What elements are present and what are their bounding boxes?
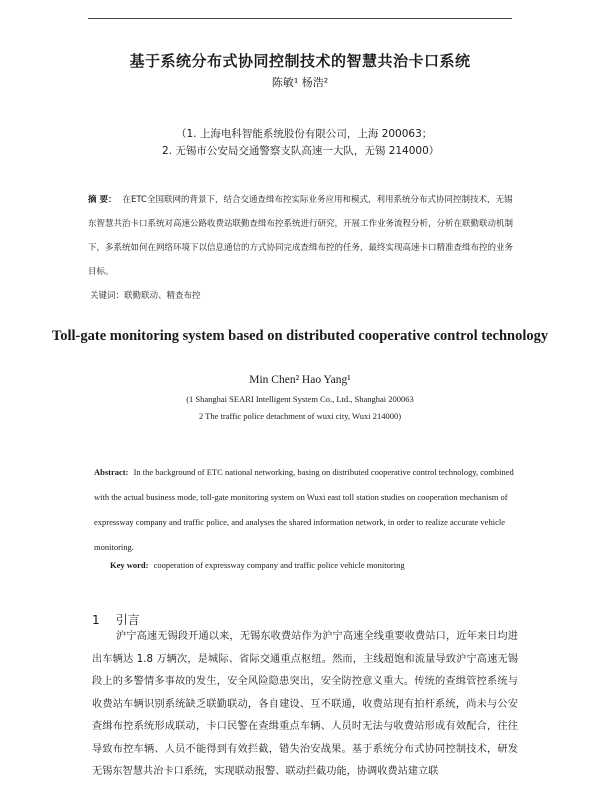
chinese-title: 基于系统分布式协同控制技术的智慧共治卡口系统 <box>129 52 471 70</box>
header-rule <box>88 18 512 19</box>
body-paragraph: 沪宁高速无锡段开通以来，无锡东收费站作为沪宁高速全线重要收费站口，近年来日均进出车辆达 1.8 万辆次，是城际、省际交通重点枢纽。然而，主线超饱和流量导致沪宁高速无锡段上的多警情多事故的发生，安全风险隐患突出，安全防控意义重大。传统的查缉管控系统与收费站车辆识别系统缺乏联勤联动，各自建设、互不联通，收费站现有拍杆系统，尚未与公安查缉布控系统形成联动，卡口民警在查缉重点车辆、人员时无法与收费站形成有效配合，往往导致布控车辆、人员不能得到有效拦截，错失治安战果。基于系统分布式协同控制技术，研发无锡东智慧共治卡口系统，实现联动报警、联动拦截功能，协调收费站建立联 <box>92 631 518 777</box>
english-abstract <box>94 460 518 560</box>
english-authors: Min Chen² Hao Yang¹ <box>249 374 351 386</box>
chinese-abstract-text: 在ETC全国联网的背景下，结合交通查缉布控实际业务应用和模式，利用系统分布式协同控制技术，无锡东智慧共治卡口系统对高速公路收费站联勤查缉布控系统进行研究，开展工作业务流程分析，分析在联勤联动机制下，多系统如何在网络环境下以信息通信的方式协同完成查缉布控的任务，最终实现高速卡口精准查缉布控的业务目标。 <box>88 195 514 277</box>
english-abstract-label: Abstract: <box>94 467 129 477</box>
section-title: 引言 <box>115 613 140 627</box>
english-affiliation-2: 2 The traffic police detachment of wuxi city, Wuxi 214000) <box>198 411 402 421</box>
english-keywords-text: cooperation of expressway company and traffic police vehicle monitoring <box>153 560 405 570</box>
english-keywords <box>110 560 405 570</box>
chinese-authors: 陈敏¹ 杨浩² <box>271 76 329 89</box>
english-affiliation-1: (1 Shanghai SEARI Intelligent System Co., Ltd., Shanghai 200063 <box>186 394 414 404</box>
chinese-affiliation-1: （1. 上海电科智能系统股份有限公司，上海 200063； <box>176 128 433 140</box>
chinese-abstract-label: 摘 要： <box>88 195 117 205</box>
chinese-keywords: 关键词：联勤联动、精查布控 <box>90 291 201 301</box>
chinese-abstract <box>88 188 518 284</box>
english-keywords-label: Key word: <box>110 560 149 570</box>
chinese-affiliation-2: 2. 无锡市公安局交通警察支队高速一大队，无锡 214000） <box>162 145 440 157</box>
english-title: Toll-gate monitoring system based on distributed cooperative control technology <box>51 328 549 344</box>
english-abstract-text: In the background of ETC national networking, basing on distributed cooperative control technology, combined with the actual business mode, toll-gate monitoring system on Wuxi east toll station studies on cooperation mechanism of expressway company and traffic police, and analyses the shared information network, in order to realize accurate vehicle monitoring. <box>94 467 514 552</box>
section-number: 1 <box>92 613 100 627</box>
